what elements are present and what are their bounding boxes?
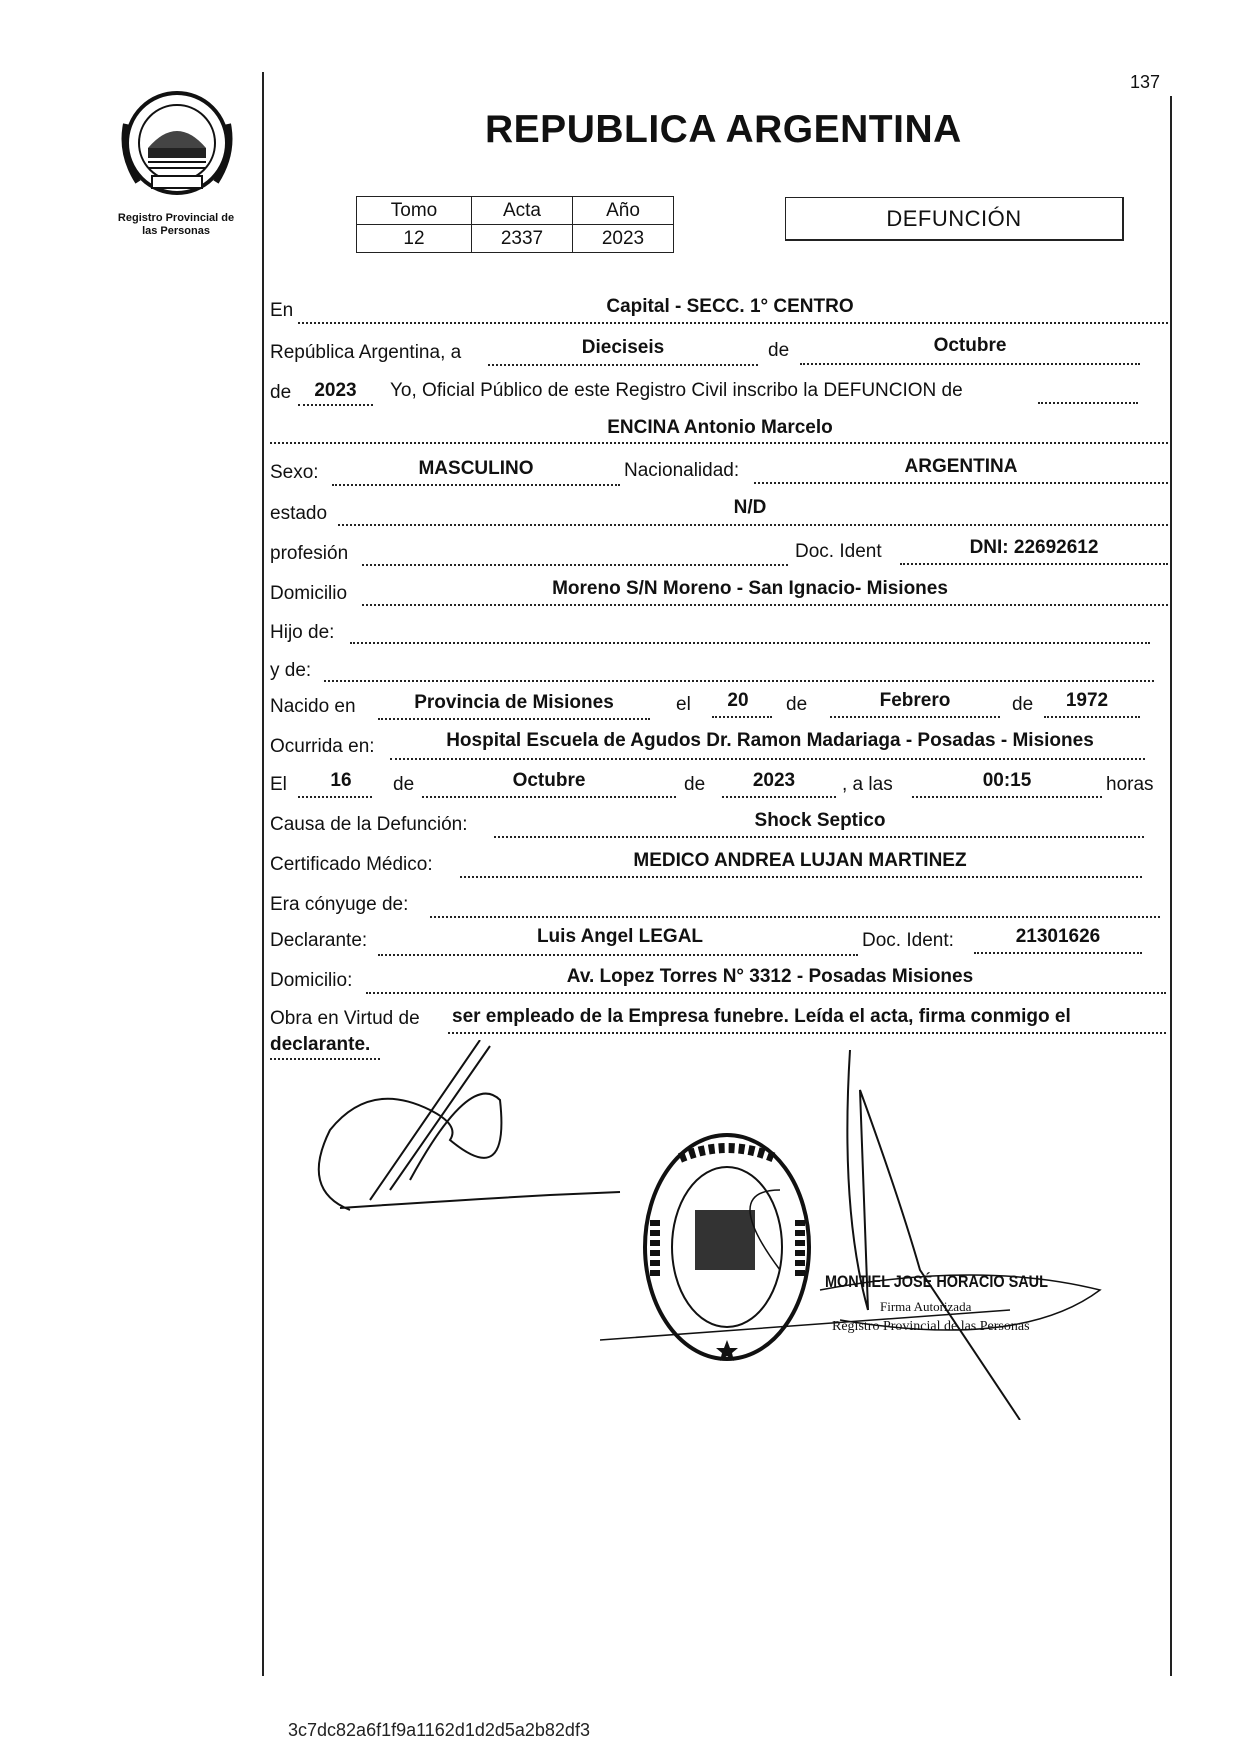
en-label: En <box>270 300 294 321</box>
death-day-line <box>298 796 372 798</box>
death-time-line <box>912 796 1102 798</box>
birth-de-label-1: de <box>786 694 808 715</box>
year-prefix-label: de <box>270 382 292 403</box>
domicilio-label: Domicilio <box>270 583 348 604</box>
death-year-line <box>722 796 836 798</box>
nacionalidad-value: ARGENTINA <box>904 456 1018 477</box>
estado-value: N/D <box>733 497 767 518</box>
ocurrida-label: Ocurrida en: <box>270 736 375 757</box>
death-alas-label: , a las <box>842 774 893 795</box>
day-words-line <box>488 364 758 366</box>
page-number: 137 <box>1130 72 1161 92</box>
table-value-tomo: 12 <box>357 225 472 253</box>
causa-value: Shock Septico <box>754 810 886 831</box>
death-de-label-2: de <box>684 774 706 795</box>
domicilio-line <box>362 604 1168 606</box>
obra-label: Obra en Virtud de <box>270 1008 420 1029</box>
obra-text-line2: declarante. <box>270 1034 371 1055</box>
statement-line <box>1038 402 1138 404</box>
table-value-anio: 2023 <box>573 225 674 253</box>
document-title: REPUBLICA ARGENTINA <box>485 108 962 151</box>
birth-year-line <box>1044 716 1140 718</box>
obra-line <box>448 1032 1166 1034</box>
decl-domicilio-label: Domicilio: <box>270 970 353 991</box>
place-value: Capital - SECC. 1° CENTRO <box>606 296 854 317</box>
causa-label: Causa de la Defunción: <box>270 814 468 835</box>
official-name: MONTIEL JOSÉ HORACIO SAUL <box>825 1272 1048 1291</box>
estado-label: estado <box>270 503 328 524</box>
nacido-label: Nacido en <box>270 696 356 717</box>
year-value: 2023 <box>314 380 357 401</box>
registry-caption-line2: las Personas <box>142 225 210 237</box>
death-de-label-1: de <box>393 774 415 795</box>
decl-domicilio-value: Av. Lopez Torres N° 3312 - Posadas Misiones <box>566 966 974 987</box>
death-horas-label: horas <box>1106 774 1154 795</box>
death-day-value: 16 <box>330 770 352 791</box>
profesion-label: profesión <box>270 543 349 564</box>
decl-doc-value: 21301626 <box>1015 926 1101 947</box>
birth-day-line <box>712 716 772 718</box>
certificado-label: Certificado Médico: <box>270 854 433 875</box>
conyuge-label: Era cónyuge de: <box>270 894 409 915</box>
year-line <box>298 404 373 406</box>
doc-label: Doc. Ident <box>795 541 882 562</box>
table-header-row <box>357 197 674 225</box>
yde-line <box>324 680 1154 682</box>
declarant-signature <box>310 1040 630 1220</box>
hijo-line <box>350 642 1150 644</box>
certificado-value: MEDICO ANDREA LUJAN MARTINEZ <box>633 850 967 871</box>
declarante-value: Luis Angel LEGAL <box>536 926 704 947</box>
place-line <box>298 322 1168 324</box>
nacido-value: Provincia de Misiones <box>414 692 614 713</box>
doc-value: DNI: 22692612 <box>969 537 1099 558</box>
sexo-label: Sexo: <box>270 462 319 483</box>
death-month-line <box>422 796 676 798</box>
decl-doc-label: Doc. Ident: <box>862 930 954 951</box>
de-label-1: de <box>768 340 790 361</box>
official-signature <box>600 1050 1160 1420</box>
birth-month-line <box>830 716 1000 718</box>
table-header-tomo: Tomo <box>357 197 472 225</box>
estado-line <box>338 524 1168 526</box>
table-value-row <box>357 225 674 253</box>
profesion-line <box>362 564 788 566</box>
birth-el-label: el <box>676 694 691 715</box>
death-month-value: Octubre <box>512 770 586 791</box>
statement-text: Yo, Oficial Público de este Registro Civil inscribo la DEFUNCION de <box>390 380 963 401</box>
month-line <box>800 363 1140 365</box>
nacionalidad-line <box>754 482 1168 484</box>
province-seal-logo <box>118 84 236 202</box>
hijo-label: Hijo de: <box>270 622 335 643</box>
birth-year-value: 1972 <box>1065 690 1109 711</box>
ocurrida-value: Hospital Escuela de Agudos Dr. Ramon Madariaga - Posadas - Misiones <box>446 730 1094 751</box>
nacido-line <box>378 718 650 720</box>
left-margin-line <box>262 72 264 1676</box>
table-value-acta: 2337 <box>472 225 573 253</box>
record-type-box: DEFUNCIÓN <box>785 197 1124 241</box>
obra-text-line1: ser empleado de la Empresa funebre. Leída el acta, firma conmigo el <box>452 1006 1071 1027</box>
registry-caption-line1: Registro Provincial de <box>117 212 235 224</box>
deceased-name-value: ENCINA Antonio Marcelo <box>607 417 833 438</box>
table-header-acta: Acta <box>472 197 573 225</box>
registry-caption <box>96 212 256 238</box>
death-year-value: 2023 <box>752 770 796 791</box>
official-office: Registro Provincial de las Personas <box>832 1319 1030 1334</box>
declarante-line <box>378 954 858 956</box>
sexo-value: MASCULINO <box>418 458 534 479</box>
birth-de-label-2: de <box>1012 694 1034 715</box>
domicilio-value: Moreno S/N Moreno - San Ignacio- Misiones <box>552 578 948 599</box>
decl-doc-line <box>974 952 1142 954</box>
birth-month-value: Febrero <box>879 690 951 711</box>
sexo-line <box>332 484 620 486</box>
conyuge-line <box>430 916 1160 918</box>
declarante-label: Declarante: <box>270 930 368 951</box>
document-hash: 3c7dc82a6f1f9a1162d1d2d5a2b82df3 <box>288 1720 590 1740</box>
yde-label: y de: <box>270 660 312 681</box>
table-header-anio: Año <box>573 197 674 225</box>
causa-line <box>494 836 1144 838</box>
official-role: Firma Autorizada <box>880 1299 972 1314</box>
birth-day-value: 20 <box>727 690 749 711</box>
record-reference-table <box>356 196 674 253</box>
month-value: Octubre <box>933 335 1007 356</box>
day-words-value: Dieciseis <box>581 337 665 358</box>
deceased-name-line <box>270 442 1168 444</box>
death-time-value: 00:15 <box>982 770 1032 791</box>
certificado-line <box>460 876 1142 878</box>
right-margin-line <box>1170 96 1172 1676</box>
decl-domicilio-line <box>366 992 1166 994</box>
death-el-label: El <box>270 774 287 795</box>
doc-line <box>900 563 1168 565</box>
nacionalidad-label: Nacionalidad: <box>624 460 740 481</box>
ocurrida-line <box>390 758 1145 760</box>
republica-label: República Argentina, a <box>270 342 462 363</box>
